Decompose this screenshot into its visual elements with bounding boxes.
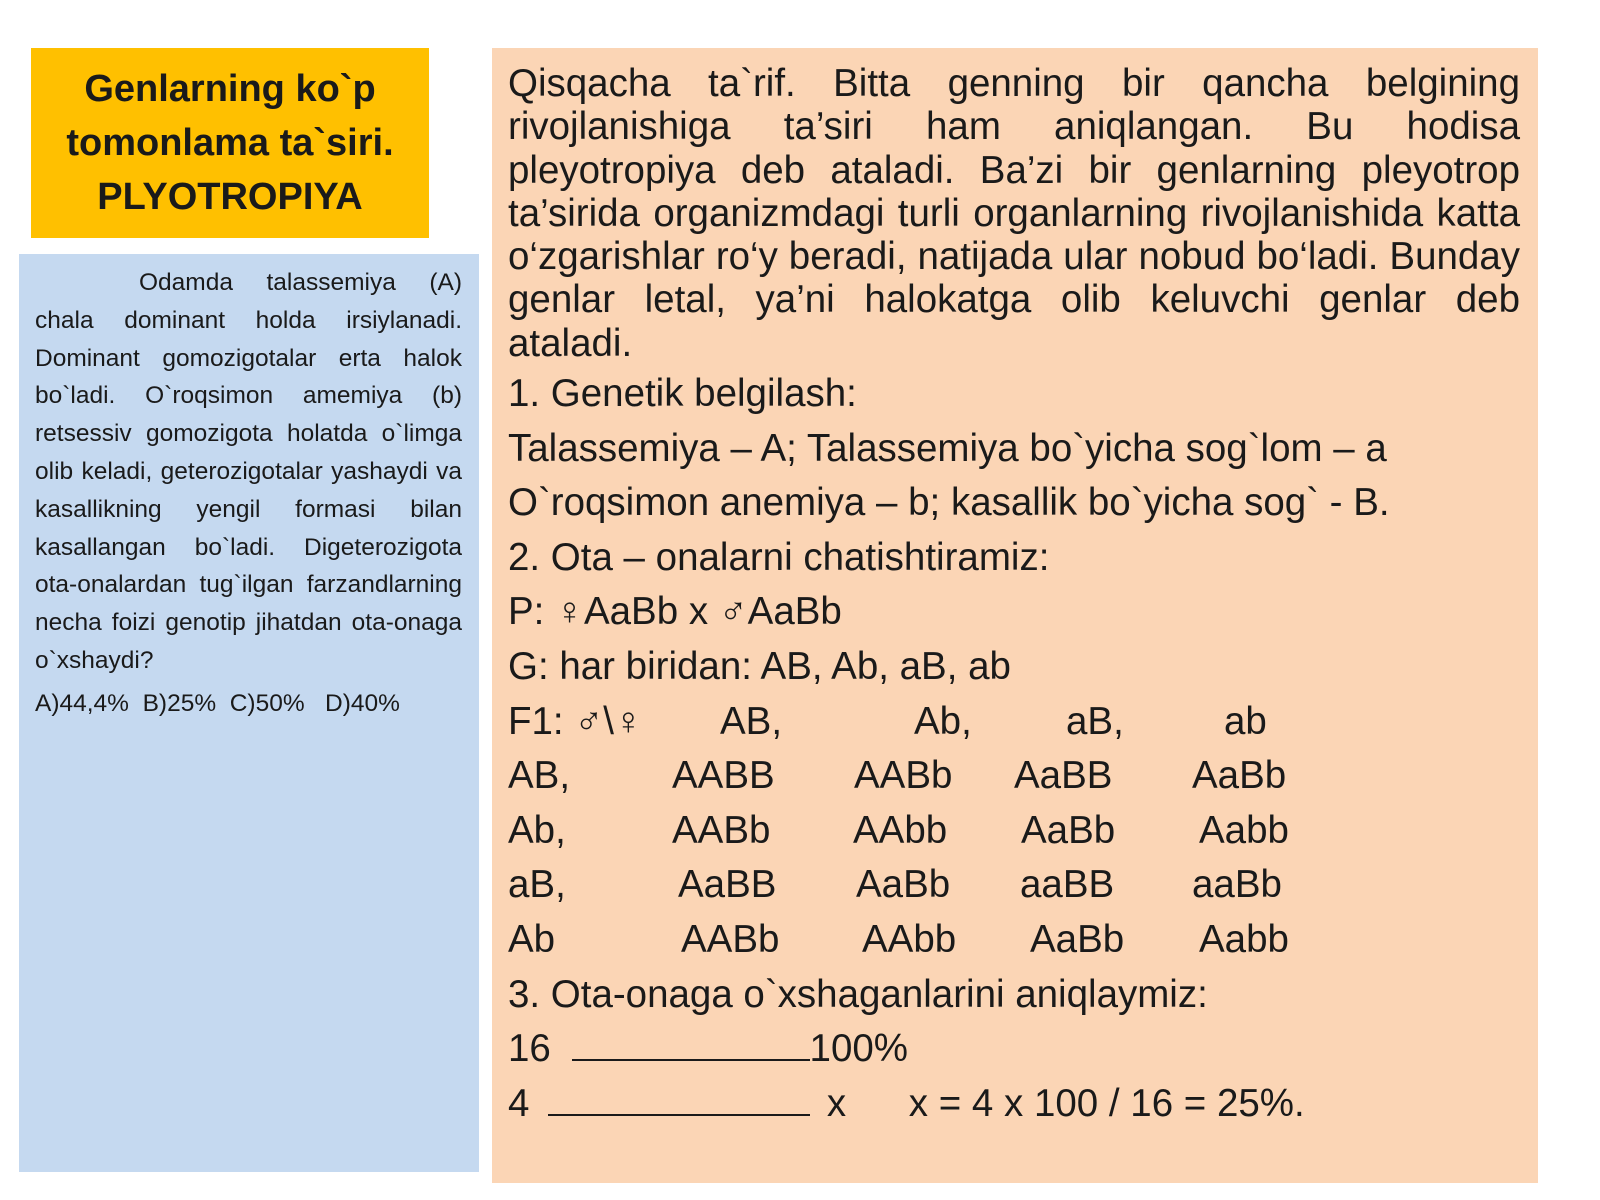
punnett-row-label: Ab,: [508, 808, 566, 852]
punnett-row-label: aB,: [508, 863, 566, 907]
notation-talassemiya: Talassemiya – A; Talassemiya bo`yicha sog`lom – a: [508, 426, 1387, 470]
punnett-header-cell: Ab,: [914, 699, 972, 743]
punnett-row: [508, 749, 1520, 804]
punnett-row: [508, 804, 1520, 859]
punnett-cell: AAbb: [862, 918, 957, 962]
punnett-header-cell: ab: [1224, 699, 1267, 743]
proportion-line-1: [508, 1022, 1520, 1077]
title-line-3: PLYOTROPIYA: [97, 176, 363, 218]
problem-statement: Odamda talassemiya (A) chala dominant holda irsiylanadi. Dominant gomozigotalar erta halok bo`ladi. O`roqsimon amemiya (b) retsessiv gomozigota holatda o`limga olib keladi, geterozigotalar yashaydi va kasallikning yengil formasi bilan kasallangan bo`ladi. Digeterozigota ota-onalardan tug`ilgan farzandlarning necha foizi genotip jihatdan ota-onaga o`xshaydi?: [35, 269, 462, 674]
proportion-blank: [548, 1078, 810, 1116]
punnett-row: [508, 858, 1520, 913]
punnett-cell: AAbb: [853, 808, 948, 852]
step-2-heading: 2. Ota – onalarni chatishtiramiz:: [508, 535, 1050, 579]
punnett-corner-label: F1: ♂\♀: [508, 699, 643, 743]
parents-cross: P: ♀AaBb x ♂AaBb: [508, 590, 842, 634]
slide-title: [31, 48, 429, 238]
punnett-cell: AaBB: [678, 863, 777, 907]
step-1-heading: 1. Genetik belgilash:: [508, 372, 857, 416]
punnett-cell: AABb: [681, 918, 780, 962]
punnett-header-row: [508, 695, 1520, 750]
result-formula: x = 4 x 100 / 16 = 25%.: [908, 1081, 1305, 1125]
proportion-line-2: [508, 1077, 1520, 1132]
punnett-row: [508, 913, 1520, 968]
punnett-header-cell: AB,: [720, 699, 783, 743]
proportion-part: 4: [508, 1081, 530, 1125]
punnett-cell: aaBB: [1020, 863, 1115, 907]
problem-panel: [19, 254, 479, 1172]
punnett-cell: AaBB: [1014, 754, 1113, 798]
punnett-cell: AaBb: [1030, 918, 1125, 962]
gametes-line: G: har biridan: AB, Ab, aB, ab: [508, 645, 1011, 689]
title-line-1: Genlarning ko`p: [84, 68, 376, 110]
punnett-cell: AABb: [672, 808, 771, 852]
punnett-cell: AABb: [854, 754, 953, 798]
punnett-cell: AABB: [672, 754, 775, 798]
punnett-cell: aaBb: [1192, 863, 1282, 907]
punnett-cell: Aabb: [1199, 808, 1289, 852]
notation-anemiya: O`roqsimon anemiya – b; kasallik bo`yicha sog` - B.: [508, 481, 1390, 525]
proportion-blank: [572, 1023, 810, 1061]
punnett-header-cell: aB,: [1066, 699, 1124, 743]
title-line-2: tomonlama ta`siri.: [66, 122, 394, 164]
punnett-cell: AaBb: [1192, 754, 1287, 798]
answer-options: A)44,4% B)25% C)50% D)40%: [35, 689, 400, 717]
punnett-row-label: Ab: [508, 918, 556, 962]
proportion-total: 16: [508, 1027, 551, 1071]
definition-paragraph: Qisqacha ta`rif. Bitta genning bir qancha belgining rivojlanishiga ta’siri ham aniqlangan. Bu hodisa pleyotropiya deb ataladi. Ba’zi bir genlarning pleyotrop ta’sirida organizmdagi turli organlarning rivojlanishida katta o‘zgarishlar ro‘y beradi, natijada ular nobud bo‘ladi. Bunday genlar letal, ya’ni halokatga olib keluvchi genlar deb ataladi.: [508, 62, 1520, 365]
punnett-cell: AaBb: [1021, 808, 1116, 852]
punnett-row-label: AB,: [508, 754, 571, 798]
proportion-unknown: x: [826, 1081, 847, 1125]
proportion-percent: 100%: [809, 1027, 908, 1071]
punnett-cell: AaBb: [856, 863, 951, 907]
solution-panel: [492, 48, 1538, 1183]
punnett-cell: Aabb: [1199, 918, 1289, 962]
step-3-heading: 3. Ota-onaga o`xshaganlarini aniqlaymiz:: [508, 972, 1208, 1016]
